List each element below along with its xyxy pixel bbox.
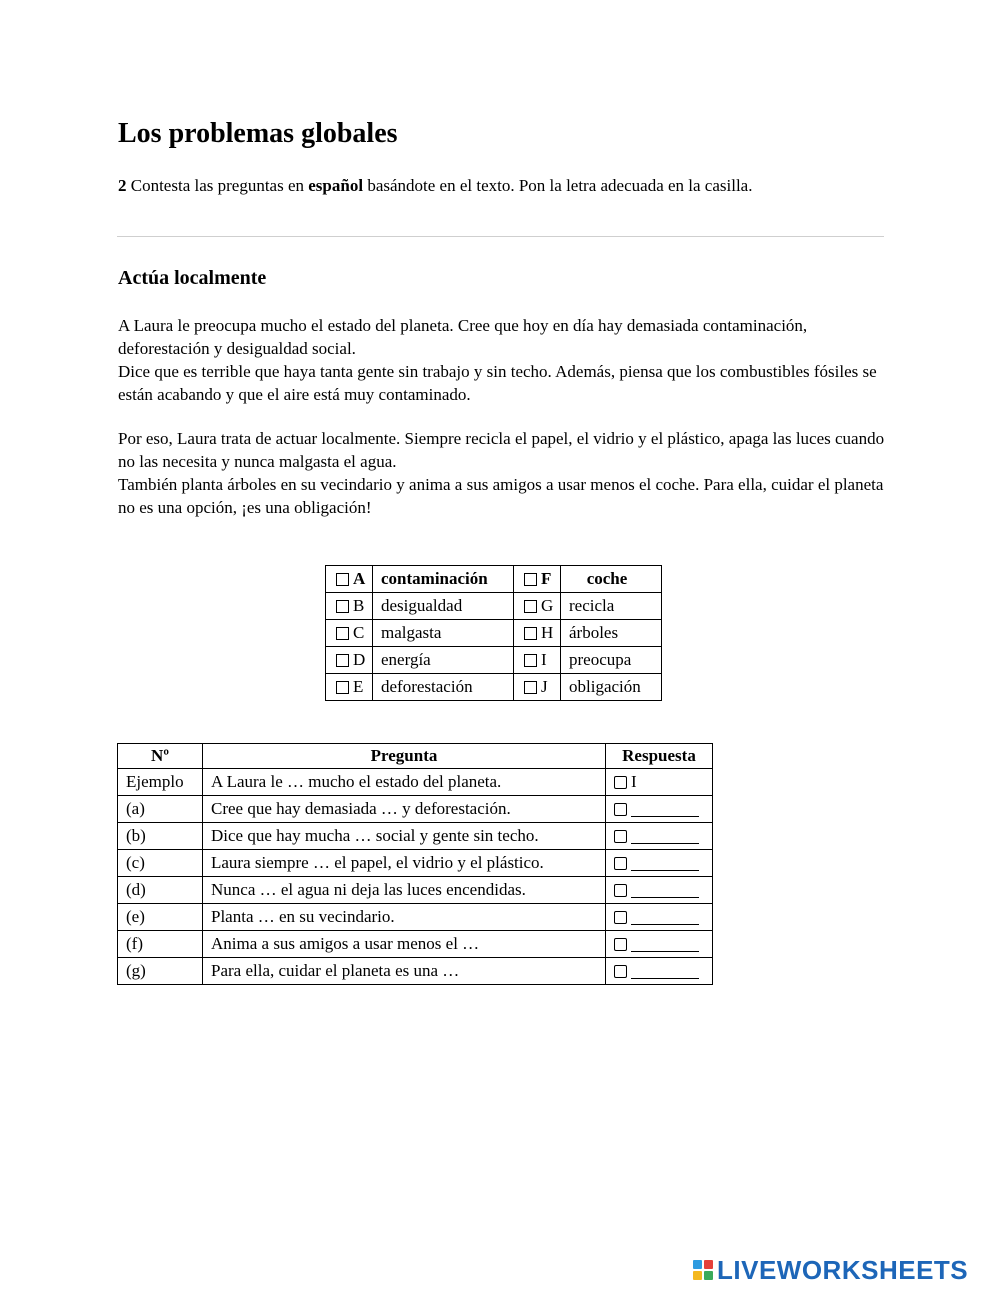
checkbox-icon[interactable] xyxy=(336,627,349,640)
checkbox-icon[interactable] xyxy=(524,573,537,586)
answer-checkbox-icon[interactable] xyxy=(614,830,627,843)
answer-cell[interactable] xyxy=(606,958,713,985)
answer-cell[interactable] xyxy=(606,796,713,823)
paragraph-line: Dice que es terrible que haya tanta gente sin trabajo y sin techo. Además, piensa que los combustibles fósiles se están acabando y que el aire está muy contaminado. xyxy=(118,362,877,404)
answer-checkbox-icon[interactable] xyxy=(614,776,627,789)
instruction-bold-word: español xyxy=(308,176,364,195)
paragraph-line: A Laura le preocupa mucho el estado del planeta. Cree que hoy en día hay demasiada contaminación, deforestación y desigualdad social. xyxy=(118,316,808,358)
reading-paragraph-1 xyxy=(118,314,898,406)
checkbox-icon[interactable] xyxy=(524,627,537,640)
answer-checkbox-icon[interactable] xyxy=(614,965,627,978)
instruction xyxy=(118,176,752,196)
word-bank-word: recicla xyxy=(561,593,662,620)
answer-input[interactable] xyxy=(631,908,699,925)
page-title: Los problemas globales xyxy=(118,118,398,149)
question-text: Dice que hay mucha … social y gente sin techo. xyxy=(203,823,606,850)
word-bank-word: desigualdad xyxy=(373,593,514,620)
answer-cell[interactable] xyxy=(606,823,713,850)
question-text: A Laura le … mucho el estado del planeta. xyxy=(203,769,606,796)
word-bank-letter: C xyxy=(353,623,365,642)
answer-input[interactable] xyxy=(631,962,699,979)
question-text: Anima a sus amigos a usar menos el … xyxy=(203,931,606,958)
table-row xyxy=(118,904,713,931)
word-bank-letter-cell[interactable] xyxy=(326,593,373,620)
word-bank-letter-cell[interactable] xyxy=(326,620,373,647)
table-row xyxy=(118,931,713,958)
answer-input[interactable] xyxy=(631,881,699,898)
checkbox-icon[interactable] xyxy=(336,681,349,694)
word-bank-letter-cell[interactable] xyxy=(514,620,561,647)
questions-table xyxy=(117,743,713,985)
word-bank-letter: B xyxy=(353,596,365,615)
word-bank-row xyxy=(326,566,662,593)
word-bank-letter-cell[interactable] xyxy=(326,647,373,674)
checkbox-icon[interactable] xyxy=(524,600,537,613)
question-text: Nunca … el agua ni deja las luces encendidas. xyxy=(203,877,606,904)
table-row xyxy=(118,877,713,904)
paragraph-line: También planta árboles en su vecindario y anima a sus amigos a usar menos el coche. Para ella, cuidar el planeta no es una opción, ¡es una obligación! xyxy=(118,475,884,517)
checkbox-icon[interactable] xyxy=(336,573,349,586)
table-header-row xyxy=(118,744,713,769)
question-number: (b) xyxy=(118,823,203,850)
word-bank-letter-cell[interactable] xyxy=(326,566,373,593)
word-bank-letter: G xyxy=(541,596,554,615)
question-text: Para ella, cuidar el planeta es una … xyxy=(203,958,606,985)
answer-checkbox-icon[interactable] xyxy=(614,938,627,951)
section-title: Actúa localmente xyxy=(118,267,267,289)
word-bank-letter: J xyxy=(541,677,548,696)
header-answer: Respuesta xyxy=(606,744,713,769)
word-bank-letter: E xyxy=(353,677,364,696)
table-row xyxy=(118,958,713,985)
question-number: (f) xyxy=(118,931,203,958)
checkbox-icon[interactable] xyxy=(524,654,537,667)
question-number: (a) xyxy=(118,796,203,823)
reading-paragraph-2 xyxy=(118,427,898,519)
word-bank-letter-cell[interactable] xyxy=(326,674,373,701)
checkbox-icon[interactable] xyxy=(336,600,349,613)
word-bank-letter-cell[interactable] xyxy=(514,566,561,593)
question-number: (c) xyxy=(118,850,203,877)
answer-input[interactable] xyxy=(631,935,699,952)
question-number: Ejemplo xyxy=(118,769,203,796)
word-bank-word: deforestación xyxy=(373,674,514,701)
table-row xyxy=(118,823,713,850)
table-row xyxy=(118,769,713,796)
answer-input[interactable] xyxy=(631,827,699,844)
answer-checkbox-icon[interactable] xyxy=(614,884,627,897)
word-bank-letter: A xyxy=(353,569,366,588)
word-bank-table xyxy=(325,565,662,701)
answer-checkbox-icon[interactable] xyxy=(614,803,627,816)
divider xyxy=(117,236,884,237)
paragraph-line: Por eso, Laura trata de actuar localmente. Siempre recicla el papel, el vidrio y el plástico, apaga las luces cuando no las necesita y nunca malgasta el agua. xyxy=(118,429,885,471)
question-number: (g) xyxy=(118,958,203,985)
word-bank-letter: D xyxy=(353,650,366,669)
instruction-text-1: Contesta las preguntas en xyxy=(130,176,305,195)
word-bank-letter: H xyxy=(541,623,554,642)
word-bank-letter-cell[interactable] xyxy=(514,593,561,620)
answer-checkbox-icon[interactable] xyxy=(614,857,627,870)
answer-cell[interactable] xyxy=(606,931,713,958)
word-bank-row xyxy=(326,620,662,647)
instruction-number: 2 xyxy=(118,176,127,195)
instruction-text-2: basándote en el texto. Pon la letra adecuada en la casilla. xyxy=(367,176,753,195)
header-no: Nº xyxy=(118,744,203,769)
question-number: (d) xyxy=(118,877,203,904)
answer-cell[interactable] xyxy=(606,769,713,796)
word-bank-letter-cell[interactable] xyxy=(514,674,561,701)
word-bank-row xyxy=(326,647,662,674)
answer-cell[interactable] xyxy=(606,877,713,904)
answer-cell[interactable] xyxy=(606,904,713,931)
word-bank-letter: I xyxy=(541,650,547,669)
checkbox-icon[interactable] xyxy=(524,681,537,694)
question-number: (e) xyxy=(118,904,203,931)
answer-cell[interactable] xyxy=(606,850,713,877)
word-bank-word: energía xyxy=(373,647,514,674)
word-bank-word: obligación xyxy=(561,674,662,701)
table-row xyxy=(118,796,713,823)
word-bank-letter-cell[interactable] xyxy=(514,647,561,674)
question-text: Planta … en su vecindario. xyxy=(203,904,606,931)
brand-footer xyxy=(693,1256,968,1284)
word-bank-word: preocupa xyxy=(561,647,662,674)
word-bank-word: árboles xyxy=(561,620,662,647)
word-bank-row xyxy=(326,674,662,701)
answer-input[interactable] xyxy=(631,800,699,817)
word-bank-word: coche xyxy=(561,566,662,593)
word-bank-word: malgasta xyxy=(373,620,514,647)
question-text: Cree que hay demasiada … y deforestación. xyxy=(203,796,606,823)
word-bank-word: contaminación xyxy=(373,566,514,593)
answer-value: I xyxy=(631,772,637,791)
word-bank-row xyxy=(326,593,662,620)
question-text: Laura siempre … el papel, el vidrio y el plástico. xyxy=(203,850,606,877)
liveworksheets-logo-icon xyxy=(693,1260,713,1280)
answer-input[interactable] xyxy=(631,854,699,871)
brand-text: LIVEWORKSHEETS xyxy=(717,1254,969,1285)
header-question: Pregunta xyxy=(203,744,606,769)
table-row xyxy=(118,850,713,877)
checkbox-icon[interactable] xyxy=(336,654,349,667)
answer-checkbox-icon[interactable] xyxy=(614,911,627,924)
word-bank-letter: F xyxy=(541,569,552,588)
